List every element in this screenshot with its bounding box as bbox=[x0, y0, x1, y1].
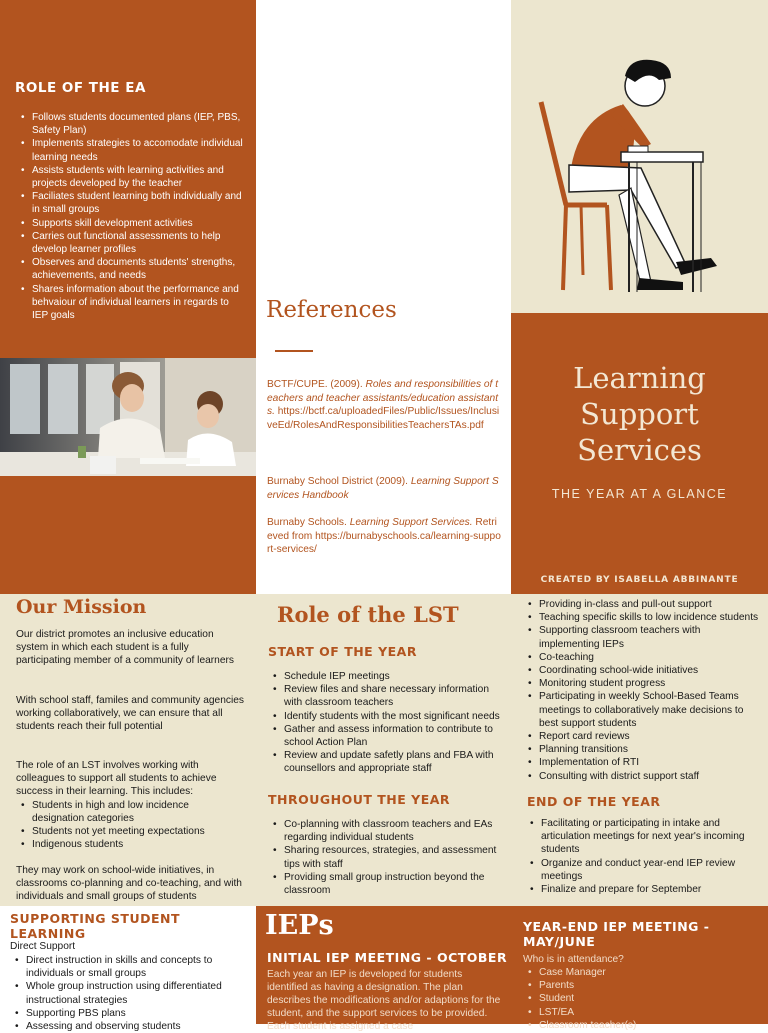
list-item: • Student bbox=[525, 992, 761, 1005]
references-divider bbox=[275, 350, 313, 352]
list-item: • LST/EA bbox=[525, 1006, 761, 1019]
role-of-ea-panel bbox=[0, 0, 256, 358]
list-item: • Classroom teacher(s) bbox=[525, 1019, 761, 1032]
title-line-learning: Learning bbox=[573, 361, 706, 395]
our-mission-panel bbox=[0, 594, 256, 906]
direct-support-subtitle: Direct Support bbox=[10, 941, 76, 952]
title-line-support: Support bbox=[580, 397, 699, 431]
start-of-year-heading: START OF THE YEAR bbox=[268, 644, 417, 659]
mission-paragraph-3: The role of an LST involves working with colleagues to support all students to achieve success in their learning. This includes: bbox=[16, 760, 217, 798]
list-item: • Supporting classroom teachers with implementing IEPs bbox=[525, 624, 763, 650]
ieps-title: IEPs bbox=[265, 910, 334, 941]
list-item: • Students in high and low incidence designation categories bbox=[18, 799, 243, 825]
list-item: • Follows students documented plans (IEP, PBS, Safety Plan) bbox=[18, 111, 246, 137]
list-item: • Co-teaching bbox=[525, 651, 763, 664]
end-of-year-list bbox=[527, 817, 757, 896]
end-of-year-heading: END OF THE YEAR bbox=[527, 794, 661, 809]
list-item: • Participating in weekly School-Based Teams meetings to collaboratively make decisions to best support students bbox=[525, 690, 763, 730]
title-line-services: Services bbox=[577, 433, 702, 467]
list-item: • Students not yet meeting expectations bbox=[18, 825, 243, 838]
reference-entry-3: Burnaby Schools. Learning Support Services. Retrieved from https://burnabyschools.ca/learning-support-services/ bbox=[267, 517, 501, 556]
throughout-year-heading: THROUGHOUT THE YEAR bbox=[268, 792, 451, 807]
classroom-photo bbox=[0, 358, 256, 476]
list-item: • Observes and documents students' strengths, achievements, and needs bbox=[18, 256, 246, 282]
start-of-year-list bbox=[270, 670, 506, 776]
list-item: • Coordinating school-wide initiatives bbox=[525, 664, 763, 677]
list-item: • Schedule IEP meetings bbox=[270, 670, 506, 683]
rust-filler-panel bbox=[0, 476, 256, 594]
list-item: • Shares information about the performance and behvaiour of individual learners in regards to IEP goals bbox=[18, 283, 246, 323]
list-item: • Supporting PBS plans bbox=[12, 1007, 248, 1020]
list-item: • Facilitating or participating in intake and articulation meetings for next year's incoming students bbox=[527, 817, 757, 857]
subtitle-year-at-a-glance: THE YEAR AT A GLANCE bbox=[551, 487, 728, 501]
throughout-year-list-continued bbox=[525, 598, 763, 783]
attendance-list bbox=[525, 966, 761, 1032]
list-item: • Identify students with the most significant needs bbox=[270, 710, 506, 723]
supporting-student-learning-panel bbox=[0, 906, 256, 1033]
list-item: • Consulting with district support staff bbox=[525, 770, 763, 783]
role-of-ea-list bbox=[18, 111, 246, 322]
list-item: • Parents bbox=[525, 979, 761, 992]
list-item: • Faciliates student learning both individually and in small groups bbox=[18, 190, 246, 216]
initial-iep-meeting-heading: INITIAL IEP MEETING - OCTOBER bbox=[267, 950, 508, 965]
list-item: • Organize and conduct year-end IEP review meetings bbox=[527, 857, 757, 883]
list-item: • Carries out functional assessments to help develop learner profiles bbox=[18, 230, 246, 256]
reference-entry-1: BCTF/CUPE. (2009). Roles and responsibilities of teachers and teacher assistants/education assistants. https://bctf.ca/uploadedFiles/Public/Issues/InclusiveEd/RolesAndResponsibilitiesTeachersTAs.pdf bbox=[267, 379, 500, 431]
year-end-iep-panel bbox=[511, 906, 768, 1031]
list-item: • Sharing resources, strategies, and assessment tips with staff bbox=[270, 844, 506, 870]
references-panel bbox=[256, 0, 511, 594]
mission-list bbox=[18, 799, 243, 851]
role-of-ea-title: ROLE OF THE EA bbox=[15, 80, 146, 96]
teacher-student-photo-illustration bbox=[0, 358, 256, 476]
list-item: • Supports skill development activities bbox=[18, 217, 246, 230]
list-item: • Direct instruction in skills and concepts to individuals or small groups bbox=[12, 954, 248, 980]
credit-line: CREATED BY ISABELLA ABBINANTE bbox=[540, 575, 739, 585]
list-item: • Monitoring student progress bbox=[525, 677, 763, 690]
mission-paragraph-2: With school staff, familes and community agencies working collaboratively, we can ensure that all students reach their full potential bbox=[16, 695, 244, 733]
direct-support-list bbox=[12, 954, 248, 1033]
mission-paragraph-4: They may work on school-wide initiatives, in classrooms co-planning and co-teaching, and with individuals and small groups of students bbox=[16, 865, 242, 903]
list-item: • Providing small group instruction beyond the classroom bbox=[270, 871, 506, 897]
ieps-panel bbox=[256, 906, 511, 1033]
role-of-lst-continued-panel bbox=[511, 594, 768, 906]
attendance-question: Who is in attendance? bbox=[523, 954, 624, 965]
references-title: References bbox=[266, 297, 397, 323]
our-mission-title: Our Mission bbox=[16, 596, 147, 618]
list-item: • Assists students with learning activities and projects developed by the teacher bbox=[18, 164, 246, 190]
initial-iep-meeting-text: Each year an IEP is developed for students identified as having a designation. The plan describes the modifications and/or adaptions for the student, and the support services to be provided. Each student is assigned a case bbox=[267, 969, 501, 1033]
list-item: • Indigenous students bbox=[18, 838, 243, 851]
list-item: • Report card reviews bbox=[525, 730, 763, 743]
list-item: • Planning transitions bbox=[525, 743, 763, 756]
list-item: • Implementation of RTI bbox=[525, 756, 763, 769]
list-item: • Gather and assess information to contribute to school Action Plan bbox=[270, 723, 506, 749]
list-item: • Whole group instruction using differentiated instructional strategies bbox=[12, 980, 248, 1006]
list-item: • Teaching specific skills to low incidence students bbox=[525, 611, 763, 624]
role-of-lst-panel bbox=[256, 594, 511, 906]
year-end-iep-heading: YEAR-END IEP MEETING - MAY/JUNE bbox=[523, 919, 710, 949]
role-of-lst-title: Role of the LST bbox=[277, 602, 459, 627]
supporting-student-learning-title: SUPPORTING STUDENT LEARNING bbox=[10, 911, 180, 941]
title-panel bbox=[511, 313, 768, 594]
list-item: • Review files and share necessary information with classroom teachers bbox=[270, 683, 506, 709]
list-item: • Co-planning with classroom teachers and EAs regarding individual students bbox=[270, 818, 506, 844]
list-item: • Case Manager bbox=[525, 966, 761, 979]
list-item: • Implements strategies to accomodate individual learning needs bbox=[18, 137, 246, 163]
throughout-year-list bbox=[270, 818, 506, 897]
list-item: • Providing in-class and pull-out support bbox=[525, 598, 763, 611]
list-item: • Review and update safetly plans and FBA with counsellors and appropriate staff bbox=[270, 749, 506, 775]
reference-entry-2: Burnaby School District (2009). Learning Support Services Handbook bbox=[267, 476, 499, 501]
student-at-desk-icon bbox=[511, 0, 768, 313]
mission-paragraph-1: Our district promotes an inclusive education system in which each student is a fully participating member of a community of learners bbox=[16, 629, 234, 667]
list-item: • Finalize and prepare for September bbox=[527, 883, 757, 896]
list-item: • Assessing and observing students bbox=[12, 1020, 248, 1033]
studying-person-illustration-panel bbox=[511, 0, 768, 313]
